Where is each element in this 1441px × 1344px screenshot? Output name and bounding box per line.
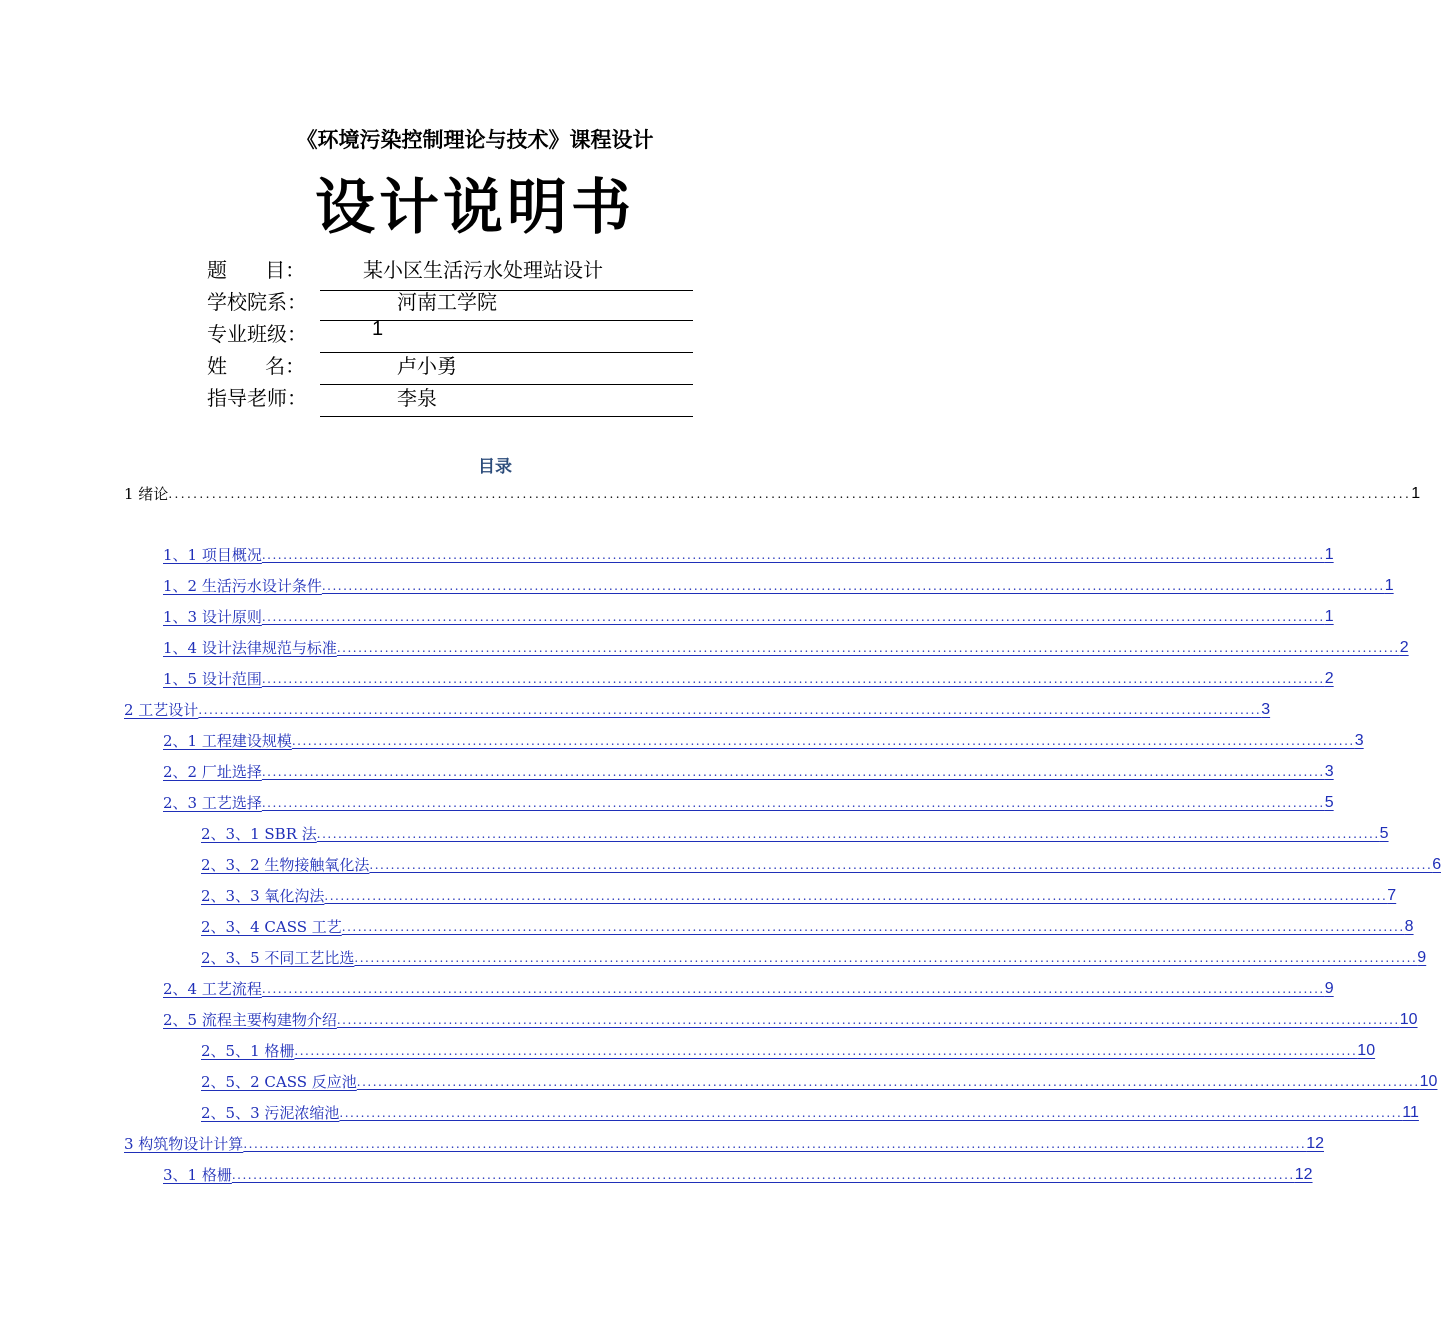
toc-leader-dots: ........................................................................................................................................................................................................ <box>261 982 1325 996</box>
toc-leader-dots: ........................................................................................................................................................................................................ <box>294 1044 1358 1058</box>
info-class <box>207 314 707 346</box>
toc-entry[interactable] <box>163 791 1334 813</box>
info-label: 学校院系： <box>207 290 307 314</box>
toc-entry[interactable] <box>124 698 1271 720</box>
info-value: 卢小勇 <box>397 354 457 378</box>
toc-entry-page: 10 <box>1419 1073 1438 1090</box>
toc-entry[interactable] <box>163 1163 1313 1185</box>
info-advisor <box>207 378 707 410</box>
toc-entry-page: 2 <box>1324 670 1334 687</box>
toc-entry-title: 1、4 设计法律规范与标准 <box>163 639 337 657</box>
toc-entry-title: 2、5、1 格栅 <box>201 1042 295 1060</box>
toc-entry[interactable] <box>163 977 1334 999</box>
toc-entry <box>124 482 1421 504</box>
toc-entry[interactable] <box>163 729 1364 751</box>
underline <box>320 416 693 417</box>
toc-entry-page: 3 <box>1354 732 1364 749</box>
toc-entry-page: 12 <box>1306 1135 1324 1152</box>
toc-leader-dots: ........................................................................................................................................................................................................ <box>243 1137 1307 1151</box>
toc-entry[interactable] <box>201 884 1397 906</box>
toc-entry-title: 2、5、3 污泥浓缩池 <box>201 1104 340 1122</box>
toc-leader-dots: ........................................................................................................................................................................................................ <box>198 703 1262 717</box>
toc-entry-page: 12 <box>1294 1166 1313 1183</box>
toc-entry[interactable] <box>201 1070 1438 1092</box>
info-school <box>207 282 707 314</box>
toc-leader-dots: ........................................................................................................................................................................................................ <box>356 1075 1420 1089</box>
toc-entry[interactable] <box>163 667 1334 689</box>
toc-entry-title: 3 构筑物设计计算 <box>124 1135 244 1153</box>
info-value: 1 <box>372 318 384 340</box>
toc-entry-title: 1、3 设计原则 <box>163 608 262 626</box>
toc-leader-dots: ........................................................................................................................................................................................................ <box>231 1168 1295 1182</box>
toc-entry-title: 2、4 工艺流程 <box>163 980 262 998</box>
toc-entry-page: 1 <box>1411 485 1421 502</box>
info-value: 河南工学院 <box>397 290 497 314</box>
toc-leader-dots: ........................................................................................................................................................................................................ <box>261 796 1325 810</box>
toc-entry-page: 7 <box>1387 887 1397 904</box>
toc-entry-page: 11 <box>1402 1104 1419 1121</box>
toc-entry-title: 2、3 工艺选择 <box>163 794 262 812</box>
toc-entry[interactable] <box>163 760 1334 782</box>
toc-leader-dots: ........................................................................................................................................................................................................ <box>168 487 1412 501</box>
info-block <box>207 250 707 410</box>
toc-entry[interactable] <box>201 946 1427 968</box>
info-label: 题 目： <box>207 258 306 282</box>
toc-leader-dots: ........................................................................................................................................................................................................ <box>339 1106 1403 1120</box>
toc-leader-dots: ........................................................................................................................................................................................................ <box>261 548 1325 562</box>
toc-entry[interactable] <box>163 636 1409 658</box>
toc-leader-dots: ........................................................................................................................................................................................................ <box>324 889 1388 903</box>
toc-entry[interactable] <box>201 1101 1419 1123</box>
toc-entry-page: 5 <box>1379 825 1389 842</box>
toc-entry[interactable] <box>163 574 1394 596</box>
info-label: 专业班级： <box>207 322 307 346</box>
toc-entry-title: 2、3、3 氧化沟法 <box>201 887 325 905</box>
toc-entry-page: 9 <box>1417 949 1427 966</box>
toc-entry-title: 1、1 项目概况 <box>163 546 262 564</box>
toc-entry[interactable] <box>201 915 1414 937</box>
toc-entry-page: 5 <box>1324 794 1334 811</box>
toc-entry-title: 2、3、2 生物接触氧化法 <box>201 856 370 874</box>
toc-leader-dots: ........................................................................................................................................................................................................ <box>336 641 1400 655</box>
toc-entry-title: 2、5、2 CASS 反应池 <box>201 1073 357 1091</box>
toc-entry-title: 2、1 工程建设规模 <box>163 732 292 750</box>
toc-entry-page: 10 <box>1357 1042 1376 1059</box>
info-value: 某小区生活污水处理站设计 <box>363 258 603 282</box>
toc-entry-page: 1 <box>1324 608 1334 625</box>
toc-leader-dots: ........................................................................................................................................................................................................ <box>261 610 1325 624</box>
underline <box>320 290 693 291</box>
toc-entry-page: 3 <box>1261 701 1271 718</box>
course-title: 《环境污染控制理论与技术》课程设计 <box>296 128 654 152</box>
toc-entry-title: 2、5 流程主要构建物介绍 <box>163 1011 337 1029</box>
toc-entry[interactable] <box>163 1008 1418 1030</box>
toc-leader-dots: ........................................................................................................................................................................................................ <box>341 920 1405 934</box>
toc-leader-dots: ........................................................................................................................................................................................................ <box>336 1013 1400 1027</box>
toc-entry-title: 1、5 设计范围 <box>163 670 262 688</box>
info-label: 姓 名： <box>207 354 306 378</box>
toc-leader-dots: ........................................................................................................................................................................................................ <box>261 672 1325 686</box>
toc-entry-title: 3、1 格栅 <box>163 1166 232 1184</box>
toc-leader-dots: ........................................................................................................................................................................................................ <box>316 827 1380 841</box>
toc-entry-title: 1、2 生活污水设计条件 <box>163 577 322 595</box>
toc-entry-page: 10 <box>1399 1011 1418 1028</box>
toc-entry[interactable] <box>163 543 1334 565</box>
toc-entry-page: 6 <box>1432 856 1441 873</box>
toc-entry-page: 2 <box>1399 639 1409 656</box>
toc-entry[interactable] <box>124 1132 1324 1154</box>
info-value: 李泉 <box>397 386 437 410</box>
toc-entry[interactable] <box>201 822 1389 844</box>
toc-leader-dots: ........................................................................................................................................................................................................ <box>321 579 1385 593</box>
toc-leader-dots: ........................................................................................................................................................................................................ <box>354 951 1418 965</box>
toc-leader-dots: ........................................................................................................................................................................................................ <box>261 765 1325 779</box>
info-name <box>207 346 707 378</box>
toc-entry-title: 2、3、1 SBR 法 <box>201 825 317 843</box>
toc-entry[interactable] <box>201 1039 1376 1061</box>
toc-entry-title: 2、3、5 不同工艺比选 <box>201 949 355 967</box>
toc-entry-page: 8 <box>1404 918 1414 935</box>
toc-entry[interactable] <box>201 853 1441 875</box>
toc-title: 目录 <box>478 457 512 477</box>
toc-entry-page: 1 <box>1384 577 1394 594</box>
toc-entry-page: 1 <box>1324 546 1334 563</box>
toc-leader-dots: ........................................................................................................................................................................................................ <box>369 858 1433 872</box>
info-topic <box>207 250 707 282</box>
toc-entry[interactable] <box>163 605 1334 627</box>
toc-entry-title: 2 工艺设计 <box>124 701 199 719</box>
toc-entry-title: 2、2 厂址选择 <box>163 763 262 781</box>
document-title: 设计说明书 <box>315 173 635 243</box>
toc-entry-title: 2、3、4 CASS 工艺 <box>201 918 342 936</box>
toc-entry-title: 1 绪论 <box>124 485 169 503</box>
toc-entry-page: 9 <box>1324 980 1334 997</box>
toc-entry-page: 3 <box>1324 763 1334 780</box>
toc-leader-dots: ........................................................................................................................................................................................................ <box>291 734 1355 748</box>
info-label: 指导老师： <box>207 386 307 410</box>
